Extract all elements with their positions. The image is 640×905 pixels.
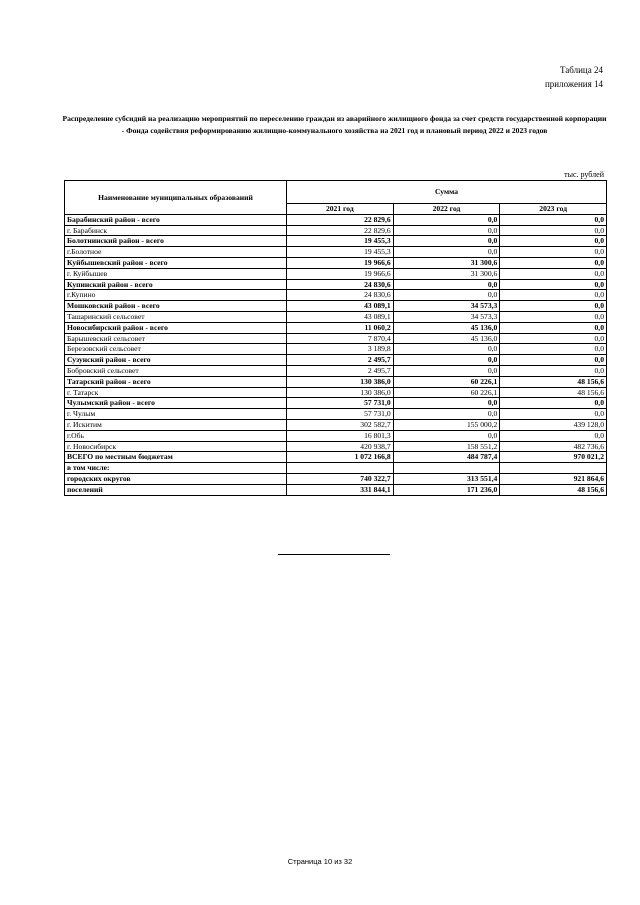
value-2023-cell: 482 736,6 [500, 441, 607, 452]
table-row [65, 355, 607, 366]
table-row [65, 247, 607, 258]
value-2023-cell [500, 463, 607, 474]
value-2021-cell: 16 801,3 [287, 430, 394, 441]
value-2021-cell: 43 089,1 [287, 311, 394, 322]
separator-line [278, 554, 390, 555]
row-name-cell: г. Татарск [65, 387, 287, 398]
table-row [65, 473, 607, 484]
row-name-cell: г. Барабинск [65, 225, 287, 236]
table-row [65, 398, 607, 409]
table-row [65, 257, 607, 268]
value-2021-cell: 740 322,7 [287, 473, 394, 484]
value-2022-cell: 171 236,0 [393, 484, 500, 495]
annex-label: приложения 14 [544, 79, 603, 89]
row-name-cell: в том числе: [65, 463, 287, 474]
value-2023-cell: 48 156,6 [500, 376, 607, 387]
value-2021-cell: 302 582,7 [287, 419, 394, 430]
table-row [65, 236, 607, 247]
value-2021-cell: 19 455,3 [287, 247, 394, 258]
value-2023-cell: 48 156,6 [500, 484, 607, 495]
value-2022-cell: 158 551,2 [393, 441, 500, 452]
table-row [65, 387, 607, 398]
value-2021-cell: 331 844,1 [287, 484, 394, 495]
row-name-cell: Купинский район - всего [65, 279, 287, 290]
row-name-cell: г. Новосибирск [65, 441, 287, 452]
value-2021-cell: 22 829,6 [287, 214, 394, 225]
table-row [65, 301, 607, 312]
value-2021-cell: 43 089,1 [287, 301, 394, 312]
table-row [65, 365, 607, 376]
value-2022-cell: 0,0 [393, 236, 500, 247]
row-name-cell: Барабинский район - всего [65, 214, 287, 225]
table-row [65, 484, 607, 495]
row-name-cell: г. Чулым [65, 409, 287, 420]
value-2022-cell: 34 573,3 [393, 301, 500, 312]
table-row [65, 376, 607, 387]
value-2021-cell: 420 938,7 [287, 441, 394, 452]
value-2022-cell: 484 787,4 [393, 452, 500, 463]
value-2021-cell: 130 386,0 [287, 376, 394, 387]
value-2021-cell: 24 830,6 [287, 279, 394, 290]
value-2023-cell: 0,0 [500, 344, 607, 355]
value-2022-cell: 0,0 [393, 279, 500, 290]
value-2023-cell: 439 128,0 [500, 419, 607, 430]
value-2021-cell: 1 072 166,8 [287, 452, 394, 463]
value-2023-cell: 0,0 [500, 301, 607, 312]
row-name-cell: Болотнинский район - всего [65, 236, 287, 247]
value-2021-cell: 11 060,2 [287, 322, 394, 333]
value-2023-cell: 0,0 [500, 365, 607, 376]
row-name-cell: Новосибирский район - всего [65, 322, 287, 333]
table-row [65, 441, 607, 452]
row-name-cell: Барышевский сельсовет [65, 333, 287, 344]
table-row [65, 268, 607, 279]
value-2021-cell: 7 870,4 [287, 333, 394, 344]
value-2021-cell: 24 830,6 [287, 290, 394, 301]
value-2022-cell [393, 463, 500, 474]
value-2023-cell: 0,0 [500, 409, 607, 420]
row-name-cell: г. Искитим [65, 419, 287, 430]
value-2021-cell: 19 455,3 [287, 236, 394, 247]
column-header-sum: Сумма [287, 181, 607, 204]
value-2023-cell: 0,0 [500, 225, 607, 236]
value-2022-cell: 0,0 [393, 398, 500, 409]
value-2023-cell: 0,0 [500, 279, 607, 290]
table-row [65, 344, 607, 355]
row-name-cell: г.Купино [65, 290, 287, 301]
column-header-name: Наименование муниципальных образований [65, 181, 287, 215]
value-2023-cell: 0,0 [500, 247, 607, 258]
table-row [65, 290, 607, 301]
row-name-cell: Мошковский район - всего [65, 301, 287, 312]
value-2021-cell [287, 463, 394, 474]
column-header-2022: 2022 год [393, 204, 500, 215]
table-row [65, 409, 607, 420]
table-row [65, 322, 607, 333]
value-2021-cell: 57 731,0 [287, 398, 394, 409]
table-body [65, 214, 607, 495]
table-row [65, 214, 607, 225]
value-2022-cell: 34 573,3 [393, 311, 500, 322]
row-name-cell: г.Болотное [65, 247, 287, 258]
value-2022-cell: 0,0 [393, 355, 500, 366]
value-2022-cell: 31 300,6 [393, 257, 500, 268]
value-2022-cell: 45 136,0 [393, 322, 500, 333]
table-row [65, 311, 607, 322]
row-name-cell: Татарский район - всего [65, 376, 287, 387]
table-row [65, 430, 607, 441]
value-2023-cell: 48 156,6 [500, 387, 607, 398]
row-name-cell: ВСЕГО по местным бюджетам [65, 452, 287, 463]
row-name-cell: Бобровский сельсовет [65, 365, 287, 376]
value-2021-cell: 130 386,0 [287, 387, 394, 398]
row-name-cell: поселений [65, 484, 287, 495]
value-2023-cell: 0,0 [500, 430, 607, 441]
value-2022-cell: 0,0 [393, 409, 500, 420]
value-2022-cell: 313 551,4 [393, 473, 500, 484]
value-2023-cell: 0,0 [500, 311, 607, 322]
value-2023-cell: 921 864,6 [500, 473, 607, 484]
value-2023-cell: 0,0 [500, 398, 607, 409]
column-header-2023: 2023 год [500, 204, 607, 215]
value-2023-cell: 0,0 [500, 333, 607, 344]
row-name-cell: Куйбышевский район - всего [65, 257, 287, 268]
table-row [65, 463, 607, 474]
value-2021-cell: 2 495,7 [287, 355, 394, 366]
value-2023-cell: 0,0 [500, 355, 607, 366]
value-2022-cell: 45 136,0 [393, 333, 500, 344]
value-2023-cell: 970 021,2 [500, 452, 607, 463]
value-2022-cell: 155 000,2 [393, 419, 500, 430]
value-2022-cell: 0,0 [393, 430, 500, 441]
table-number-label: Таблица 24 [560, 65, 603, 75]
table-row [65, 452, 607, 463]
value-2023-cell: 0,0 [500, 214, 607, 225]
value-2022-cell: 60 226,1 [393, 387, 500, 398]
value-2022-cell: 0,0 [393, 225, 500, 236]
column-header-2021: 2021 год [287, 204, 394, 215]
value-2021-cell: 19 966,6 [287, 257, 394, 268]
value-2023-cell: 0,0 [500, 268, 607, 279]
row-name-cell: Сузунский район - всего [65, 355, 287, 366]
value-2023-cell: 0,0 [500, 322, 607, 333]
table-row [65, 225, 607, 236]
value-2021-cell: 22 829,6 [287, 225, 394, 236]
value-2021-cell: 2 495,7 [287, 365, 394, 376]
value-2022-cell: 60 226,1 [393, 376, 500, 387]
value-2022-cell: 0,0 [393, 344, 500, 355]
value-2022-cell: 31 300,6 [393, 268, 500, 279]
row-name-cell: Ташаринский сельсовет [65, 311, 287, 322]
value-2023-cell: 0,0 [500, 257, 607, 268]
row-name-cell: г. Куйбышев [65, 268, 287, 279]
row-name-cell: Чулымский район - всего [65, 398, 287, 409]
value-2022-cell: 0,0 [393, 214, 500, 225]
value-2023-cell: 0,0 [500, 236, 607, 247]
value-2021-cell: 19 966,6 [287, 268, 394, 279]
table-row [65, 419, 607, 430]
units-label: тыс. рублей [564, 170, 604, 179]
value-2022-cell: 0,0 [393, 247, 500, 258]
row-name-cell: г.Обь [65, 430, 287, 441]
value-2022-cell: 0,0 [393, 365, 500, 376]
table-row [65, 279, 607, 290]
value-2023-cell: 0,0 [500, 290, 607, 301]
subsidy-table [64, 180, 607, 496]
value-2021-cell: 57 731,0 [287, 409, 394, 420]
row-name-cell: Березовский сельсовет [65, 344, 287, 355]
value-2022-cell: 0,0 [393, 290, 500, 301]
page-footer: Страница 10 из 32 [287, 857, 353, 866]
table-row [65, 333, 607, 344]
row-name-cell: городских округов [65, 473, 287, 484]
value-2021-cell: 3 189,8 [287, 344, 394, 355]
document-title: Распределение субсидий на реализацию мероприятий по переселению граждан из аварийного жилищного фонда за счет средств государственной корпорации - Фонда содействия реформированию жилищно-коммунального хозяйства на 2021 год и плановый период 2022 и 2023 годов [62, 114, 607, 135]
